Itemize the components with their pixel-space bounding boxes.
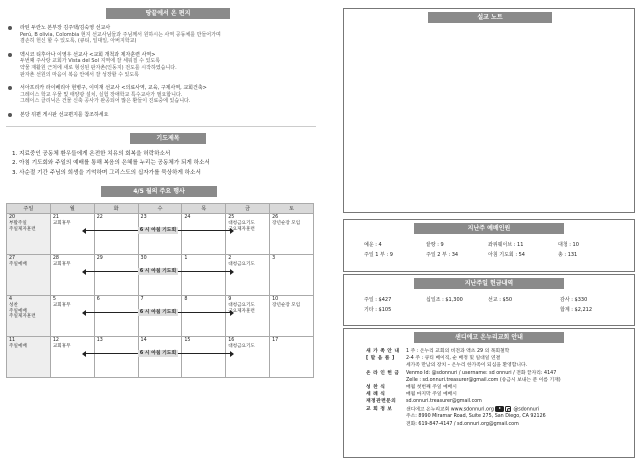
day-number: 13 [96,338,103,344]
info-label [366,362,406,369]
info-row [366,384,626,391]
day-number: 7 [140,297,144,303]
calendar-day-cell [50,214,94,255]
sermon-note-title: 설교 노트 [428,12,552,23]
calendar-header: 주일 [7,204,51,214]
morning-prayer-span [83,268,233,275]
calendar-day-cell [226,296,270,337]
event-label: 6 시 아침 기도회 [139,227,177,233]
day-number: 21 [52,215,59,221]
letter-line: 겸손히 헌신 할 수 있도록, (큐티, 일대일, 아버지학교) [20,38,137,45]
arrow-right-icon [230,310,234,316]
day-number: 15 [184,338,191,344]
calendar-day-cell [50,296,94,337]
day-event: 대청금요기도 [228,221,255,227]
letter-line: 그레이스 클리닉은 건물 신축 공사가 완공되어 많은 환들이 진료중에 있습니다. [20,98,191,105]
info-row [366,421,626,428]
offering-box [343,274,635,326]
calendar-day-cell [226,337,270,378]
info-row [366,377,626,384]
attendance-cell: 대청 : 10 [558,242,579,248]
info-value-text: 주소: 8990 Miramar Road, Suite 275, San Diego, CA 92126 [406,414,546,420]
day-event: 교회휴무 [52,303,71,309]
info-label [366,421,406,428]
info-value-text: 2-4 주 : 큐티 베이직, 순 배정 및 일대일 연결 [406,356,501,362]
info-value [406,355,626,362]
offering-cell: 주일 : $427 [364,297,392,303]
day-event: 금요제자훈련 [228,226,255,232]
day-event: 대청금요기도 [228,303,255,309]
offering-cell [426,305,488,315]
church-info-rows [344,348,634,428]
church-info-box [343,328,635,458]
calendar-header: 목 [182,204,226,214]
attendance-grid [344,240,634,260]
morning-prayer-span [83,350,233,357]
info-value-text: 매월 첫번째 주일 예배시 [406,385,457,391]
day-number: 20 [9,215,16,221]
day-number: 10 [272,297,279,303]
day-event: 성찬 [9,303,18,309]
calendar-day-cell [182,214,226,255]
attendance-row [364,240,634,250]
event-label: 6 시 아침 기도회 [139,268,177,274]
day-number: 16 [228,338,235,344]
bullet-icon [8,26,12,30]
day-number: 5 [52,297,56,303]
offering-cell: 선교 : $50 [488,297,513,303]
day-number: 3 [272,256,276,262]
arrow-right-icon [230,351,234,357]
attendance-cell: 좌위웨이브 : 11 [488,242,524,248]
info-label: 온 라 인 헌 금 [366,370,400,376]
day-number: 29 [96,256,103,262]
prayer-item: 2. 아침 기도회와 주일의 예배를 통해 복음의 은혜를 누리는 공동체가 되게 하소서 [12,160,210,167]
offering-cell: 감사 : $330 [560,297,588,303]
info-value-text: Venmo Id: @sdonnuri / username: sd onnuri / 전화 끝자리: 4147 [406,370,557,376]
letter-item [6,85,316,105]
offering-cell [488,305,560,315]
day-event: 부활주일 [9,221,27,227]
calendar-day-cell [94,337,138,378]
attendance-cell: 예운 : 4 [364,242,382,248]
calendar-day-cell [50,337,94,378]
calendar-day-cell [138,214,182,255]
info-value [406,362,626,369]
info-value [406,421,626,428]
day-number: 25 [228,215,235,221]
letter-line: 약물 재활원 근처에 새로 형성된 판자촌(인동지) 전도를 시작하였습니다. [20,64,177,71]
calendar-week-row [7,337,314,378]
letter-section-title: 땅끝에서 온 편지 [106,8,230,19]
info-value [406,391,626,398]
letter-line: 멕시코 티후아나 이영우 선교사 <교회 개척과 제자훈련 사역> [20,51,156,58]
calendar-day-cell [270,214,314,255]
calendar-day-cell [7,296,51,337]
day-event: 교회휴무 [52,262,71,268]
attendance-cell: 주일 2 부 : 34 [426,252,459,258]
event-label: 6 시 아침 기도회 [139,309,177,315]
day-event: 교회휴무 [52,221,71,227]
day-number: 12 [52,338,59,344]
arrow-left-icon [82,269,86,275]
prayer-list [12,150,316,179]
week-events-title: 4/5 월의 주요 행사 [101,186,217,197]
offering-cell: 기타 : $105 [364,307,392,313]
info-row [366,391,626,398]
info-value [406,377,626,384]
calendar-header: 월 [50,204,94,214]
calendar-day-cell [270,296,314,337]
day-event: 주일예배 [9,344,27,350]
church-info-title: 샌디에고 온누리교회 안내 [414,332,564,343]
info-value-text: 1 주 : 온누리 교회의 비전과 액츠 29 의 목회철학 [406,349,510,354]
offering-cell: 합계 : $2,212 [560,307,593,313]
info-row [366,348,626,355]
info-value [406,398,626,405]
calendar-day-cell [7,255,51,296]
attendance-cell: 주일 1 부 : 9 [364,252,393,258]
letter-line: 그레이스 학교 우물 및 태양광 설치, 실험 장애학교 특수교사가 필요합니다. [20,91,183,98]
calendar-day-cell [138,296,182,337]
info-value-text: Zelle : sd.onnuri.treasurer@gmail.com (송금시 보내는 분 이름 기재) [406,377,561,383]
arrow-left-icon [82,351,86,357]
attendance-cell: 끝땅 : 9 [426,242,444,248]
attendance-box [343,219,635,272]
day-event: 대청금요기도 [228,262,255,268]
sermon-note-area [343,8,635,213]
calendar-header: 화 [94,204,138,214]
info-value [406,406,626,414]
arrow-left-icon [82,310,86,316]
day-number: 26 [272,215,279,221]
calendar-day-cell [182,255,226,296]
calendar-day-cell [94,255,138,296]
letter-line: 본당 뒤편 게시판 선교편지를 참조하세요 [20,111,109,118]
letter-line: 판자촌 선원의 마음이 복음 안에서 잘 성장할 수 있도록 [20,71,139,78]
instagram-icon[interactable] [505,406,511,412]
prayer-item: 3. 사순절 기간 주님의 희생을 기억하며 그리스도의 십자가를 묵상하게 하소서 [12,169,201,176]
letter-item [6,25,316,45]
day-number: 27 [9,256,16,262]
info-row [366,398,626,405]
day-number: 30 [140,256,147,262]
day-number: 8 [184,297,188,303]
day-event: 주일제자훈련 [9,314,36,320]
offering-cell: 십일조 : $1,300 [426,297,463,303]
attendance-cell: 총 : 131 [558,252,578,258]
info-label: 성 찬 식 [366,385,386,391]
event-label: 6 시 아침 기도회 [139,350,177,356]
calendar-day-cell [50,255,94,296]
bullet-icon [8,113,12,117]
letter-list [6,25,316,119]
calendar-day-cell [226,214,270,255]
day-number: 4 [9,297,13,303]
divider [6,126,316,127]
letter-line: 서아프리카 라이베리아 현병구, 이미재 선교사 <의료사역, 교육, 구제사역, 교회건축> [20,85,207,92]
calendar-day-cell [7,214,51,255]
letter-line: Perú, B olivia, Colombia 현지 선교사님들과 주님께서 원하시는 사역 공동체를 만들어가며 [20,31,221,38]
day-number: 2 [228,256,232,262]
right-column [343,8,635,458]
day-number: 24 [184,215,191,221]
arrow-right-icon [230,269,234,275]
info-label: 새 가 족 안 내 [366,349,400,354]
arrow-right-icon [230,228,234,234]
info-label: 교 회 정 보 [366,406,393,412]
day-number: 9 [228,297,232,303]
info-label: [ 말 음 롬 ] [366,356,395,362]
calendar-week-row [7,255,314,296]
offering-row [364,295,634,305]
calendar-day-cell [182,337,226,378]
calendar-wrap [6,203,316,378]
info-label [366,377,406,384]
letter-item [6,52,316,78]
info-value [406,370,626,377]
day-event: 장년순장 모임 [272,303,301,309]
info-value-text: 세가족 만남의 장치 – 온누리 한가족이 되심을 환영합니다. [406,363,528,369]
calendar-week-row [7,214,314,255]
calendar-day-cell [270,337,314,378]
day-event: 주일예배 [9,308,27,314]
calendar-day-cell [182,296,226,337]
day-event: 주일예배 [9,262,27,268]
day-number: 14 [140,338,147,344]
calendar-day-cell [226,255,270,296]
info-row [366,406,626,414]
letter-line: 두번째 주사랑 교회가 Vista del Sol 지역에 잘 세워질 수 있도록 [20,58,161,65]
youtube-icon[interactable] [495,406,504,412]
info-value-text: 샌디에고 온누리교회 www.sdonnuri.org [406,407,494,413]
morning-prayer-span [83,227,233,234]
calendar-day-cell [94,296,138,337]
prayer-section-title: 기도제목 [130,133,206,144]
social-handle[interactable]: @sdonnuri [513,407,540,413]
day-event: 금요제자훈련 [228,308,255,314]
left-column [6,8,316,378]
calendar-day-cell [7,337,51,378]
info-label [366,413,406,420]
info-value [406,384,626,391]
day-event: 대청금요기도 [228,344,255,350]
calendar-header: 수 [138,204,182,214]
letter-item [6,112,316,119]
calendar-day-cell [138,255,182,296]
day-number: 11 [9,338,16,344]
arrow-left-icon [82,228,86,234]
calendar-day-cell [94,214,138,255]
attendance-cell: 아침 기도회 : 54 [488,252,525,258]
info-label: 세 례 식 [366,392,386,398]
calendar-day-cell [270,255,314,296]
bullet-icon [8,86,12,90]
attendance-row [364,250,634,260]
info-value-text: 전화: 619-847-4147 / sd.onnuri.org@gmail.com [406,421,519,427]
info-value [406,348,626,355]
day-event: 교회휴무 [52,344,71,350]
day-number: 6 [96,297,100,303]
info-value-text: 매월 마지막 주일 예배시 [406,392,457,398]
prayer-item: 1. 지료중인 공동체 환우들에게 온전한 치유의 회복을 허락하소서 [12,150,171,157]
info-value [406,413,626,420]
calendar-week-row [7,296,314,337]
offering-title: 지난주일 헌금내역 [414,278,564,289]
info-row [366,362,626,369]
day-number: 17 [272,338,279,344]
morning-prayer-span [83,309,233,316]
day-number: 23 [140,215,147,221]
day-number: 28 [52,256,59,262]
calendar-day-cell [138,337,182,378]
calendar-header: 토 [270,204,314,214]
day-number: 1 [184,256,188,262]
letter-line: 라틴 두란노 본부장 김주택/김숙영 선교사 [20,25,111,31]
info-value-text: sd.onnuri.treasurer@gmail.com [406,399,482,405]
info-label: 재정관련문의 [366,399,397,405]
attendance-title: 지난주 예배인원 [414,223,564,234]
info-row [366,355,626,362]
day-number: 22 [96,215,103,221]
day-event: 장년순장 모임 [272,221,301,227]
info-row [366,413,626,420]
offering-grid [344,295,634,315]
calendar-header: 금 [226,204,270,214]
day-event: 주일제자훈련 [9,226,36,232]
offering-row [364,305,634,315]
bullet-icon [8,53,12,57]
info-row [366,370,626,377]
